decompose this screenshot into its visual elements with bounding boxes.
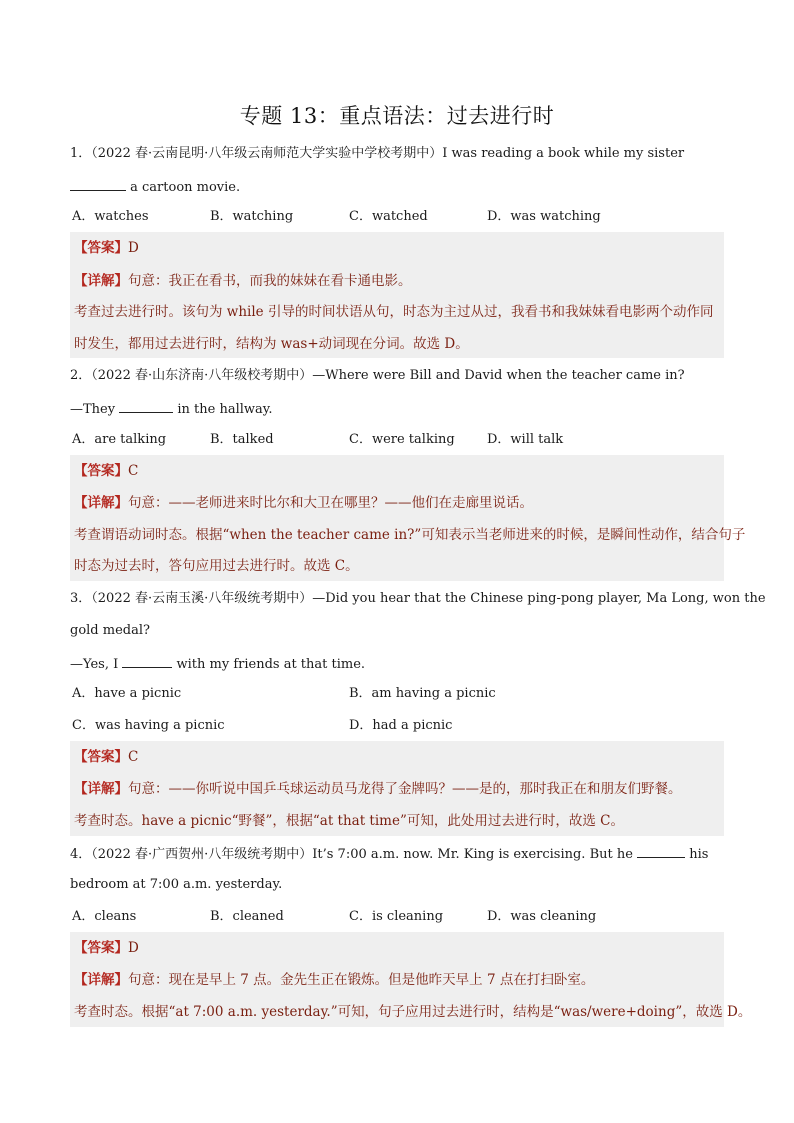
q4-blank: [637, 845, 685, 858]
q1-option-c: C．watched: [349, 209, 428, 224]
q1-blank: [70, 178, 126, 191]
q2-stem-line2: —They in the hallway.: [70, 402, 273, 417]
q1-detail-line1: 【详解】句意：我正在看书，而我的妹妹在看卡通电影。: [74, 273, 412, 289]
q4-stem-line2: bedroom at 7:00 a.m. yesterday.: [70, 877, 283, 892]
q3-option-c: C．was having a picnic: [72, 718, 225, 733]
q1-detail-line3: 时发生，都用过去进行时，结构为 was+动词现在分词。故选 D。: [74, 336, 469, 352]
q1-option-a: A．watches: [72, 209, 149, 224]
q1-answer-box: [70, 232, 724, 358]
q2-answer-box: [70, 455, 746, 581]
q2-option-b: B．talked: [210, 432, 274, 447]
q2-detail-line1: 【详解】句意：——老师进来时比尔和大卫在哪里？——他们在走廊里说话。: [74, 495, 533, 511]
q2-option-c: C．were talking: [349, 432, 455, 447]
q2-option-a: A．are talking: [72, 432, 167, 447]
q2-detail-line3: 时态为过去时，答句应用过去进行时。故选 C。: [74, 558, 359, 574]
q3-answer: 【答案】C: [74, 749, 139, 765]
q3-option-a: A．have a picnic: [72, 686, 182, 701]
q1-stem-line1: 1．（2022 春·云南昆明·八年级云南师范大学实验中学校考期中）I was reading a book while my sister: [70, 146, 685, 161]
q3-detail-line1: 【详解】句意：——你听说中国乒乓球运动员马龙得了金牌吗？——是的，那时我正在和朋友们野餐。: [74, 781, 682, 797]
q4-detail-line1: 【详解】句意：现在是早上 7 点。金先生正在锻炼。但是他昨天早上 7 点在打扫卧室。: [74, 972, 595, 988]
q3-detail-line2: 考查时态。have a picnic“野餐”，根据“at that time”可知，此处用过去进行时，故选 C。: [74, 813, 624, 829]
q3-option-d: D．had a picnic: [349, 718, 453, 733]
q4-option-a: A．cleans: [72, 909, 137, 924]
q4-option-b: B．cleaned: [210, 909, 284, 924]
q2-stem-line1: 2．（2022 春·山东济南·八年级校考期中）—Where were Bill and David when the teacher came in?: [70, 368, 685, 383]
q2-option-d: D．will talk: [487, 432, 564, 447]
q4-stem-line1: 4．（2022 春·广西贺州·八年级统考期中）It’s 7:00 a.m. now. Mr. King is exercising. But he his: [70, 847, 709, 862]
q3-stem-line1: 3．（2022 春·云南玉溪·八年级统考期中）—Did you hear that the Chinese ping-pong player, Ma Long, won the: [70, 591, 766, 606]
q1-option-b: B．watching: [210, 209, 294, 224]
q1-stem-line2: a cartoon movie.: [70, 178, 240, 196]
q4-detail-line2: 考查时态。根据“at 7:00 a.m. yesterday.”可知，句子应用过去进行时，结构是“was/were+doing”，故选 D。: [74, 1004, 752, 1020]
q4-option-c: C．is cleaning: [349, 909, 444, 924]
q4-answer-box: [70, 932, 752, 1027]
q3-blank: [122, 655, 172, 668]
q2-detail-line2: 考查谓语动词时态。根据“when the teacher came in?”可知表示当老师进来的时候，是瞬间性动作，结合句子: [74, 527, 746, 543]
q1-detail-line2: 考查过去进行时。该句为 while 引导的时间状语从句，时态为主过从过，我看书和我妹妹看电影两个动作同: [74, 304, 714, 320]
q2-answer: 【答案】C: [74, 463, 139, 479]
q1-answer: 【答案】D: [74, 240, 139, 256]
q4-option-d: D．was cleaning: [487, 909, 597, 924]
page-title: 专题 13：重点语法：过去进行时: [239, 104, 555, 128]
q3-stem-line2: gold medal?: [70, 623, 150, 638]
q4-answer: 【答案】D: [74, 940, 139, 956]
q3-option-b: B．am having a picnic: [349, 686, 496, 701]
q3-stem-line3: —Yes, I with my friends at that time.: [70, 657, 366, 672]
q2-blank: [119, 400, 173, 413]
q1-option-d: D．was watching: [487, 209, 601, 224]
q3-answer-box: [70, 741, 724, 836]
